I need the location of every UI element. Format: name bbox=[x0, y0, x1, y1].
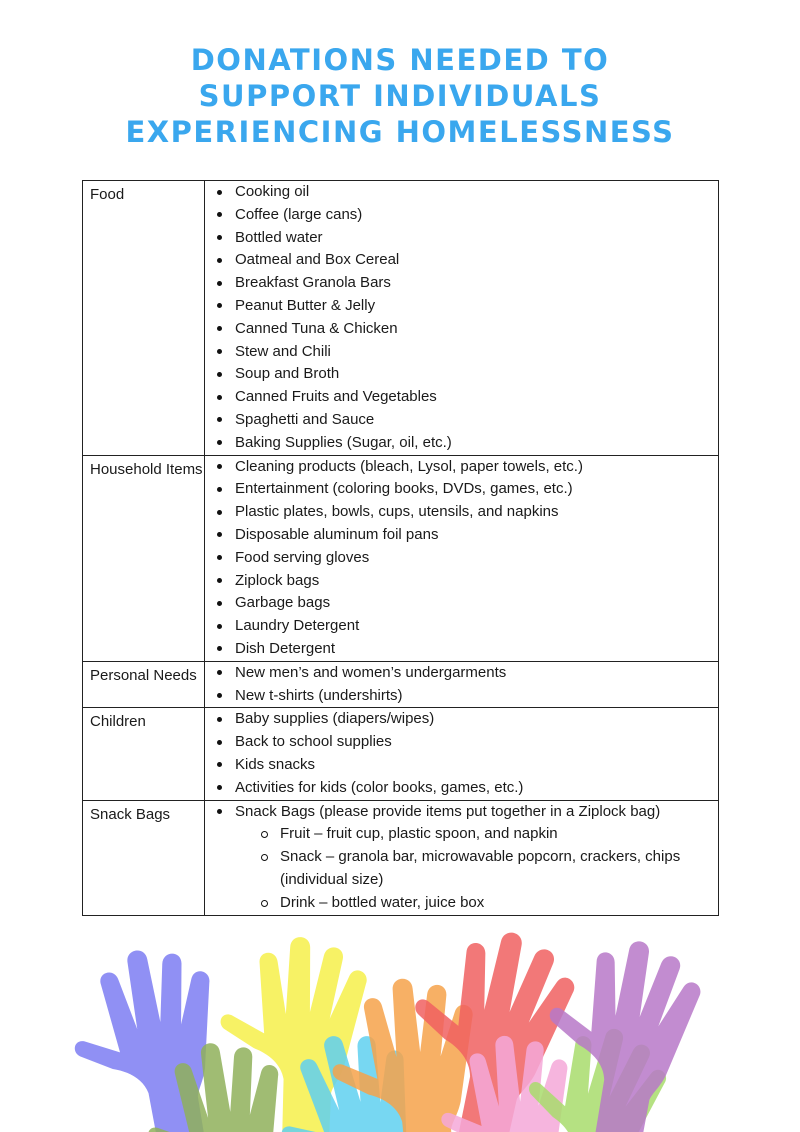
list-item: Soup and Broth bbox=[205, 363, 714, 386]
list-item: Spaghetti and Sauce bbox=[205, 409, 714, 432]
list-item: Peanut Butter & Jelly bbox=[205, 295, 714, 318]
list-item: Entertainment (coloring books, DVDs, games, etc.) bbox=[205, 478, 714, 501]
category-label: Food bbox=[83, 181, 205, 456]
list-item: Dish Detergent bbox=[205, 638, 714, 661]
list-item: Laundry Detergent bbox=[205, 615, 714, 638]
item-list bbox=[205, 456, 714, 661]
category-label: Personal Needs bbox=[83, 661, 205, 708]
list-item: New t-shirts (undershirts) bbox=[205, 685, 714, 708]
table-row-children bbox=[83, 708, 719, 800]
list-item: Coffee (large cans) bbox=[205, 204, 714, 227]
category-label: Children bbox=[83, 708, 205, 800]
list-item: Cleaning products (bleach, Lysol, paper towels, etc.) bbox=[205, 456, 714, 479]
item-list bbox=[205, 708, 714, 799]
donations-table bbox=[82, 180, 719, 916]
raised-hands-illustration bbox=[0, 925, 800, 1132]
list-item: Canned Tuna & Chicken bbox=[205, 318, 714, 341]
sub-list-item: Fruit – fruit cup, plastic spoon, and napkin bbox=[205, 823, 714, 846]
title-line-2: SUPPORT INDIVIDUALS bbox=[198, 79, 602, 113]
list-item: Activities for kids (color books, games, etc.) bbox=[205, 777, 714, 800]
table-row-snack-bags bbox=[83, 800, 719, 915]
sub-item-list bbox=[205, 823, 714, 914]
table-row-personal-needs bbox=[83, 661, 719, 708]
item-list bbox=[205, 662, 714, 708]
sub-list-item: Snack – granola bar, microwavable popcorn, crackers, chips (individual size) bbox=[205, 846, 714, 892]
category-label: Snack Bags bbox=[83, 800, 205, 915]
list-item: Baking Supplies (Sugar, oil, etc.) bbox=[205, 432, 714, 455]
list-item: Back to school supplies bbox=[205, 731, 714, 754]
list-item: Disposable aluminum foil pans bbox=[205, 524, 714, 547]
category-label: Household Items bbox=[83, 455, 205, 661]
list-item: Oatmeal and Box Cereal bbox=[205, 249, 714, 272]
hand-shape bbox=[60, 939, 260, 1132]
list-item: Bottled water bbox=[205, 227, 714, 250]
title-line-3: EXPERIENCING HOMELESSNESS bbox=[125, 115, 675, 149]
list-item: Baby supplies (diapers/wipes) bbox=[205, 708, 714, 731]
list-item: Canned Fruits and Vegetables bbox=[205, 386, 714, 409]
table-row-household bbox=[83, 455, 719, 661]
list-item: Plastic plates, bowls, cups, utensils, and napkins bbox=[205, 501, 714, 524]
page-title bbox=[0, 42, 800, 150]
item-list bbox=[205, 801, 714, 824]
sub-list-item: Drink – bottled water, juice box bbox=[205, 892, 714, 915]
list-item: Breakfast Granola Bars bbox=[205, 272, 714, 295]
list-item: Stew and Chili bbox=[205, 341, 714, 364]
list-item: Cooking oil bbox=[205, 181, 714, 204]
list-item: Ziplock bags bbox=[205, 570, 714, 593]
list-item: Kids snacks bbox=[205, 754, 714, 777]
title-line-1: DONATIONS NEEDED TO bbox=[190, 43, 610, 77]
list-item: Snack Bags (please provide items put together in a Ziplock bag) bbox=[205, 801, 714, 824]
item-list bbox=[205, 181, 714, 455]
list-item: Food serving gloves bbox=[205, 547, 714, 570]
list-item: New men’s and women’s undergarments bbox=[205, 662, 714, 685]
list-item: Garbage bags bbox=[205, 592, 714, 615]
table-row-food bbox=[83, 181, 719, 456]
